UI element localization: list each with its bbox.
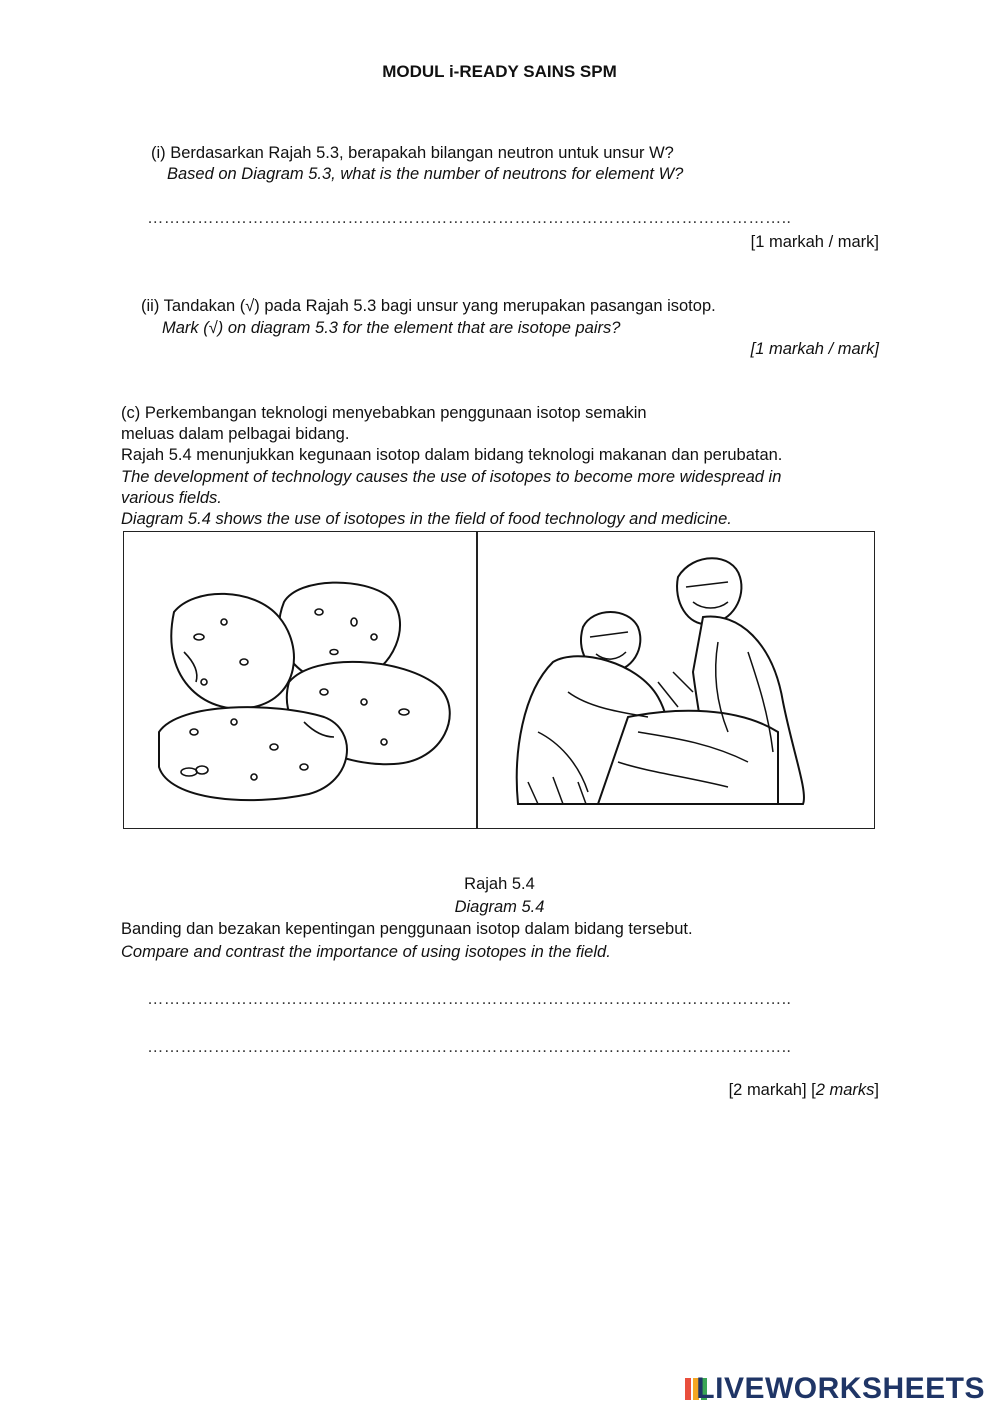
question-c-english-line2: various fields.: [121, 489, 222, 507]
page-header: MODUL i-READY SAINS SPM: [382, 62, 617, 81]
question-c-english-line3: Diagram 5.4 shows the use of isotopes in the field of food technology and medicine.: [121, 510, 732, 528]
question-c-malay-line2: meluas dalam pelbagai bidang.: [121, 425, 350, 443]
marks-c-malay: [2 markah] [: [728, 1081, 816, 1099]
question-i-malay: (i) Berdasarkan Rajah 5.3, berapakah bilangan neutron untuk unsur W?: [151, 144, 674, 162]
marks-i: [1 markah / mark]: [750, 233, 879, 251]
figure-caption-malay: Rajah 5.4: [464, 875, 535, 893]
liveworksheets-watermark: LIVEWORKSHEETS: [696, 1372, 985, 1405]
question-c-malay-line1: (c) Perkembangan teknologi menyebabkan penggunaan isotop semakin: [121, 404, 647, 422]
figure-caption-english: Diagram 5.4: [454, 898, 545, 916]
answer-line-c-1[interactable]: ……………………………………………………………………………………………………..: [147, 990, 792, 1008]
marks-ii: [1 markah / mark]: [750, 340, 879, 358]
answer-line-c-2[interactable]: ……………………………………………………………………………………………………..: [147, 1038, 792, 1056]
question-c-english-line1: The development of technology causes the use of isotopes to become more widespread in: [121, 468, 782, 486]
question-i-english: Based on Diagram 5.3, what is the number of neutrons for element W?: [167, 165, 684, 183]
marks-c-english: 2 marks: [815, 1081, 875, 1099]
task-english: Compare and contrast the importance of using isotopes in the field.: [121, 943, 611, 961]
diagram-5-4: [123, 531, 875, 829]
question-ii-english: Mark (√) on diagram 5.3 for the element that are isotope pairs?: [162, 319, 621, 337]
question-ii-malay: (ii) Tandakan (√) pada Rajah 5.3 bagi unsur yang merupakan pasangan isotop.: [141, 297, 716, 315]
question-c-malay-line3: Rajah 5.4 menunjukkan kegunaan isotop dalam bidang teknologi makanan dan perubatan.: [121, 446, 783, 464]
task-malay: Banding dan bezakan kepentingan penggunaan isotop dalam bidang tersebut.: [121, 920, 693, 938]
potatoes-illustration: [124, 532, 476, 828]
surgeons-illustration: [478, 532, 874, 828]
marks-c-end: ]: [874, 1081, 879, 1099]
marks-c: [729, 1081, 879, 1100]
answer-line-i[interactable]: ……………………………………………………………………………………………………..: [147, 209, 792, 227]
